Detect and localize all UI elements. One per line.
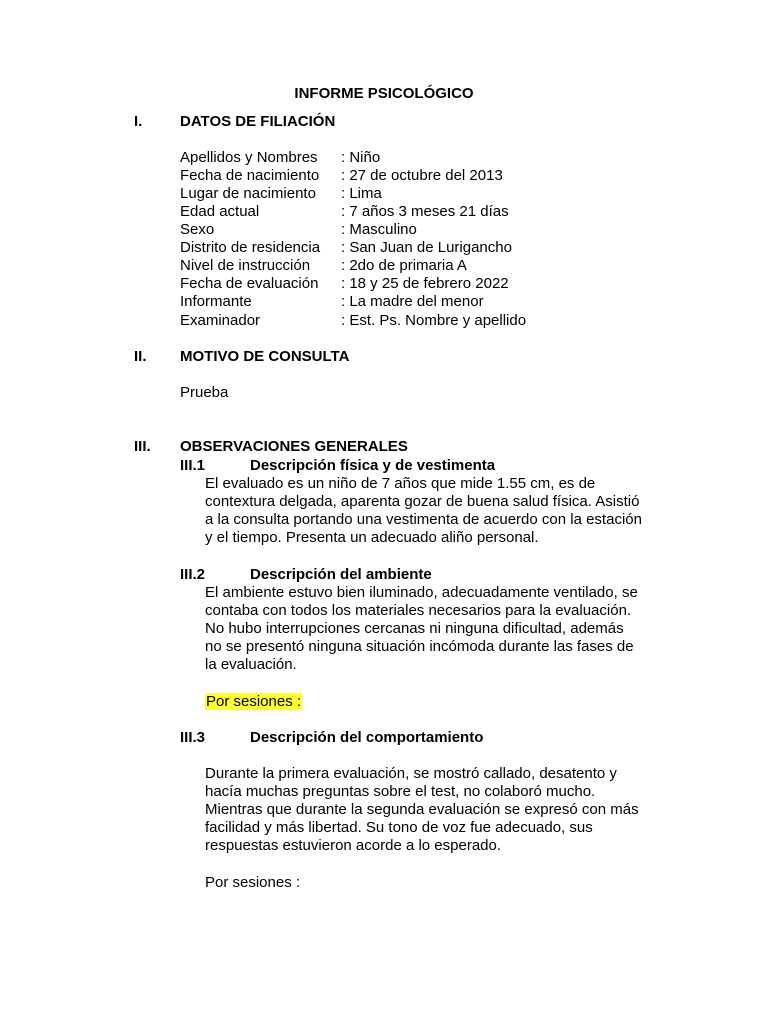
filiation-label: Distrito de residencia [180,239,321,256]
physical-description-paragraph [205,475,658,547]
subsection-3-3-title: Descripción del comportamiento [250,729,484,746]
paragraph-line: la evaluación. [205,656,297,673]
environment-description-paragraph [205,584,658,674]
paragraph-line: Durante la primera evaluación, se mostró callado, desatento y [205,765,617,782]
paragraph-line: El ambiente estuvo bien iluminado, adecuadamente ventilado, se [205,584,638,601]
filiation-label: Apellidos y Nombres [180,149,318,166]
subsection-3-2-number: III.2 [180,566,206,583]
paragraph-line: Mientras que durante la segunda evaluación se expresó con más [205,801,639,818]
filiation-value: : Lima [341,185,382,202]
filiation-label: Edad actual [180,203,260,220]
section-2-title: MOTIVO DE CONSULTA [180,348,350,365]
paragraph-line: y el tiempo. Presenta un adecuado aliño personal. [205,529,539,546]
filiation-value: : 2do de primaria A [341,257,467,274]
filiation-label: Fecha de nacimiento [180,167,320,184]
filiation-label: Nivel de instrucción [180,257,311,274]
filiation-value: : La madre del menor [341,293,484,310]
highlighted-text: Por sesiones : [206,693,302,710]
sessions-label-highlighted [205,693,302,711]
filiation-label: Fecha de evaluación [180,275,319,292]
paragraph-line: contaba con todos los materiales necesarios para la evaluación. [205,602,632,619]
document-title: INFORME PSICOLÓGICO [294,85,474,102]
filiation-value: : 27 de octubre del 2013 [341,167,503,184]
section-3-number: III. [134,438,151,455]
filiation-label: Informante [180,293,252,310]
paragraph-line: contextura delgada, aparenta gozar de buena salud física. Asistió [205,493,640,510]
consultation-reason-text: Prueba [180,384,229,401]
paragraph-line: hacía muchas preguntas sobre el test, no colaboró mucho. [205,783,596,800]
paragraph-line: no se presentó ninguna situación incómoda durante las fases de [205,638,634,655]
paragraph-line: No hubo interrupciones cercanas ni ninguna dificultad, además [205,620,624,637]
paragraph-line: El evaluado es un niño de 7 años que mide 1.55 cm, es de [205,475,596,492]
subsection-3-3-number: III.3 [180,729,206,746]
section-2-number: II. [134,348,147,365]
filiation-label: Examinador [180,312,261,329]
section-3-title: OBSERVACIONES GENERALES [180,438,408,455]
paragraph-line: facilidad y más libertad. Su tono de voz fue adecuado, sus [205,819,593,836]
subsection-3-1-number: III.1 [180,457,206,474]
filiation-value: : 7 años 3 meses 21 días [341,203,509,220]
section-1-title: DATOS DE FILIACIÓN [180,113,336,130]
sessions-label: Por sesiones : [205,874,301,891]
filiation-value: : Est. Ps. Nombre y apellido [341,312,527,329]
paragraph-line: a la consulta portando una vestimenta de acuerdo con la estación [205,511,642,528]
filiation-value: : Masculino [341,221,417,238]
filiation-value: : Niño [341,149,381,166]
subsection-3-1-title: Descripción física y de vestimenta [250,457,496,474]
filiation-label: Sexo [180,221,215,238]
paragraph-line: respuestas estuvieron acorde a lo esperado. [205,837,502,854]
filiation-value: : 18 y 25 de febrero 2022 [341,275,509,292]
filiation-label: Lugar de nacimiento [180,185,316,202]
subsection-3-2-title: Descripción del ambiente [250,566,432,583]
section-1-number: I. [134,113,143,130]
filiation-value: : San Juan de Lurigancho [341,239,512,256]
behavior-description-paragraph [205,765,658,855]
